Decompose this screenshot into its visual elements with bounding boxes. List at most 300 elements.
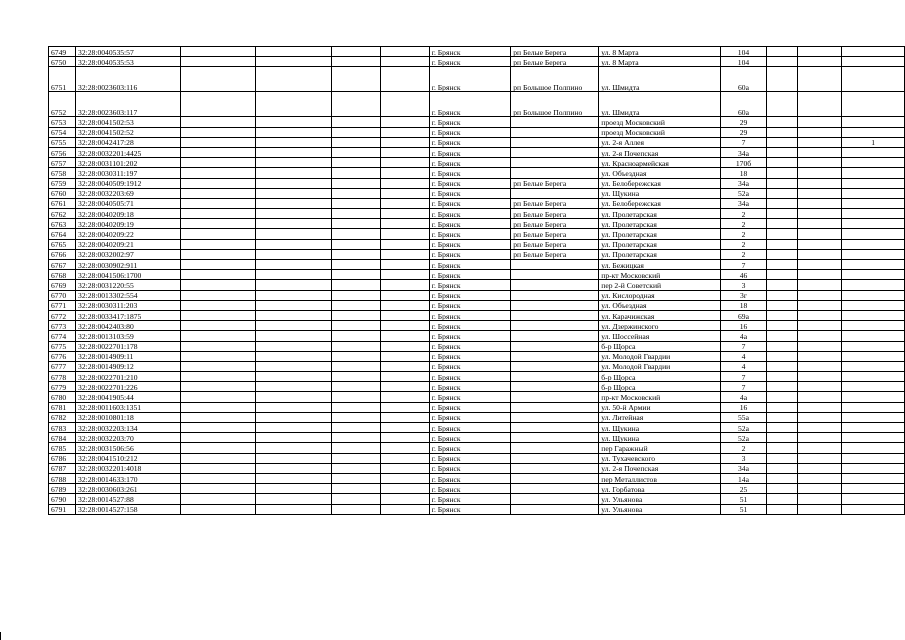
empty-cell bbox=[331, 341, 380, 351]
empty-cell bbox=[256, 147, 331, 157]
extra-value-cell bbox=[842, 168, 905, 178]
row-number-cell: 6780 bbox=[49, 392, 76, 402]
house-number-cell: 7 bbox=[720, 372, 766, 382]
street-cell: ул. 8 Марта bbox=[599, 47, 720, 57]
empty-cell bbox=[181, 382, 256, 392]
table-row bbox=[49, 382, 905, 392]
empty-cell bbox=[797, 351, 842, 361]
empty-cell bbox=[331, 209, 380, 219]
street-cell: пр-кт Московский bbox=[599, 270, 720, 280]
empty-cell bbox=[380, 47, 429, 57]
street-cell: ул. Литейная bbox=[599, 412, 720, 422]
house-number-cell: 69а bbox=[720, 310, 766, 320]
empty-cell bbox=[331, 402, 380, 412]
house-number-cell: 18 bbox=[720, 168, 766, 178]
cadastral-number-cell: 32:28:0040509:1912 bbox=[76, 178, 181, 188]
row-number-cell: 6754 bbox=[49, 127, 76, 137]
city-cell: г. Брянск bbox=[429, 280, 510, 290]
empty-cell bbox=[331, 260, 380, 270]
house-number-cell: 4а bbox=[720, 392, 766, 402]
row-number-cell: 6768 bbox=[49, 270, 76, 280]
empty-cell bbox=[767, 260, 798, 270]
city-cell: г. Брянск bbox=[429, 494, 510, 504]
empty-cell bbox=[331, 270, 380, 280]
empty-cell bbox=[181, 453, 256, 463]
house-number-cell: 4а bbox=[720, 331, 766, 341]
empty-cell bbox=[767, 92, 798, 117]
extra-value-cell bbox=[842, 504, 905, 514]
settlement-cell: рп Белые Берега bbox=[511, 239, 599, 249]
empty-cell bbox=[767, 484, 798, 494]
empty-cell bbox=[256, 117, 331, 127]
city-cell: г. Брянск bbox=[429, 127, 510, 137]
empty-cell bbox=[380, 504, 429, 514]
row-number-cell: 6786 bbox=[49, 453, 76, 463]
city-cell: г. Брянск bbox=[429, 92, 510, 117]
street-cell: б-р Щорса bbox=[599, 372, 720, 382]
city-cell: г. Брянск bbox=[429, 147, 510, 157]
street-cell: ул. Ульянова bbox=[599, 504, 720, 514]
cadastral-number-cell: 32:28:0042417:28 bbox=[76, 137, 181, 147]
street-cell: пр-кт Московский bbox=[599, 392, 720, 402]
cadastral-number-cell: 32:28:0041506:1700 bbox=[76, 270, 181, 280]
empty-cell bbox=[380, 433, 429, 443]
empty-cell bbox=[380, 198, 429, 208]
cadastral-number-cell: 32:28:0022701:210 bbox=[76, 372, 181, 382]
empty-cell bbox=[767, 433, 798, 443]
house-number-cell: 2 bbox=[720, 239, 766, 249]
empty-cell bbox=[331, 57, 380, 67]
row-number-cell: 6790 bbox=[49, 494, 76, 504]
empty-cell bbox=[181, 198, 256, 208]
extra-value-cell bbox=[842, 453, 905, 463]
settlement-cell bbox=[511, 351, 599, 361]
extra-value-cell bbox=[842, 300, 905, 310]
empty-cell bbox=[331, 494, 380, 504]
cadastral-number-cell: 32:28:0032203:69 bbox=[76, 188, 181, 198]
empty-cell bbox=[181, 280, 256, 290]
house-number-cell: 51 bbox=[720, 494, 766, 504]
extra-value-cell bbox=[842, 494, 905, 504]
scan-edge-mark bbox=[0, 632, 1, 640]
empty-cell bbox=[380, 463, 429, 473]
empty-cell bbox=[797, 188, 842, 198]
house-number-cell: 29 bbox=[720, 127, 766, 137]
empty-cell bbox=[181, 504, 256, 514]
empty-cell bbox=[256, 280, 331, 290]
table-row bbox=[49, 47, 905, 57]
empty-cell bbox=[797, 341, 842, 351]
extra-value-cell bbox=[842, 473, 905, 483]
house-number-cell: 52а bbox=[720, 423, 766, 433]
empty-cell bbox=[767, 402, 798, 412]
empty-cell bbox=[256, 473, 331, 483]
table-row bbox=[49, 127, 905, 137]
empty-cell bbox=[767, 198, 798, 208]
empty-cell bbox=[256, 484, 331, 494]
empty-cell bbox=[797, 372, 842, 382]
empty-cell bbox=[181, 92, 256, 117]
empty-cell bbox=[331, 310, 380, 320]
empty-cell bbox=[331, 158, 380, 168]
street-cell: ул. 2-я Почепская bbox=[599, 463, 720, 473]
empty-cell bbox=[767, 168, 798, 178]
empty-cell bbox=[380, 229, 429, 239]
empty-cell bbox=[767, 127, 798, 137]
empty-cell bbox=[767, 117, 798, 127]
table-row bbox=[49, 484, 905, 494]
empty-cell bbox=[797, 280, 842, 290]
empty-cell bbox=[181, 423, 256, 433]
table-row bbox=[49, 341, 905, 351]
street-cell: ул. 50-й Армии bbox=[599, 402, 720, 412]
empty-cell bbox=[331, 137, 380, 147]
empty-cell bbox=[767, 331, 798, 341]
row-number-cell: 6761 bbox=[49, 198, 76, 208]
empty-cell bbox=[797, 433, 842, 443]
empty-cell bbox=[767, 249, 798, 259]
empty-cell bbox=[797, 361, 842, 371]
extra-value-cell bbox=[842, 92, 905, 117]
city-cell: г. Брянск bbox=[429, 188, 510, 198]
settlement-cell bbox=[511, 290, 599, 300]
extra-value-cell bbox=[842, 310, 905, 320]
table-row bbox=[49, 260, 905, 270]
cadastral-number-cell: 32:28:0041510:212 bbox=[76, 453, 181, 463]
empty-cell bbox=[767, 423, 798, 433]
empty-cell bbox=[380, 168, 429, 178]
street-cell: ул. Белобережская bbox=[599, 198, 720, 208]
city-cell: г. Брянск bbox=[429, 484, 510, 494]
row-number-cell: 6772 bbox=[49, 310, 76, 320]
empty-cell bbox=[380, 270, 429, 280]
table-row bbox=[49, 310, 905, 320]
cadastral-number-cell: 32:28:0032203:70 bbox=[76, 433, 181, 443]
row-number-cell: 6771 bbox=[49, 300, 76, 310]
row-number-cell: 6757 bbox=[49, 158, 76, 168]
empty-cell bbox=[797, 178, 842, 188]
empty-cell bbox=[767, 310, 798, 320]
empty-cell bbox=[181, 412, 256, 422]
city-cell: г. Брянск bbox=[429, 117, 510, 127]
empty-cell bbox=[380, 158, 429, 168]
city-cell: г. Брянск bbox=[429, 351, 510, 361]
empty-cell bbox=[181, 484, 256, 494]
street-cell: ул. Красноармейская bbox=[599, 158, 720, 168]
city-cell: г. Брянск bbox=[429, 341, 510, 351]
cadastral-number-cell: 32:28:0030311:203 bbox=[76, 300, 181, 310]
table-row bbox=[49, 219, 905, 229]
empty-cell bbox=[380, 310, 429, 320]
settlement-cell bbox=[511, 443, 599, 453]
settlement-cell: рп Белые Берега bbox=[511, 209, 599, 219]
empty-cell bbox=[256, 443, 331, 453]
empty-cell bbox=[380, 209, 429, 219]
settlement-cell bbox=[511, 382, 599, 392]
city-cell: г. Брянск bbox=[429, 209, 510, 219]
extra-value-cell bbox=[842, 290, 905, 300]
settlement-cell: рп Белые Берега bbox=[511, 229, 599, 239]
cadastral-number-cell: 32:28:0023603:116 bbox=[76, 67, 181, 92]
street-cell: ул. Пролетарская bbox=[599, 219, 720, 229]
empty-cell bbox=[797, 67, 842, 92]
empty-cell bbox=[331, 219, 380, 229]
extra-value-cell bbox=[842, 341, 905, 351]
empty-cell bbox=[331, 188, 380, 198]
empty-cell bbox=[767, 392, 798, 402]
street-cell: ул. Горбатова bbox=[599, 484, 720, 494]
city-cell: г. Брянск bbox=[429, 198, 510, 208]
empty-cell bbox=[181, 473, 256, 483]
house-number-cell: 14а bbox=[720, 473, 766, 483]
empty-cell bbox=[181, 219, 256, 229]
empty-cell bbox=[181, 249, 256, 259]
table-row bbox=[49, 158, 905, 168]
settlement-cell bbox=[511, 463, 599, 473]
empty-cell bbox=[181, 270, 256, 280]
empty-cell bbox=[331, 463, 380, 473]
cadastral-number-cell: 32:28:0011603:1351 bbox=[76, 402, 181, 412]
row-number-cell: 6763 bbox=[49, 219, 76, 229]
empty-cell bbox=[767, 412, 798, 422]
city-cell: г. Брянск bbox=[429, 443, 510, 453]
settlement-cell bbox=[511, 453, 599, 463]
empty-cell bbox=[380, 290, 429, 300]
table-row bbox=[49, 494, 905, 504]
house-number-cell: 7 bbox=[720, 137, 766, 147]
empty-cell bbox=[797, 423, 842, 433]
empty-cell bbox=[331, 423, 380, 433]
empty-cell bbox=[797, 158, 842, 168]
street-cell: ул. Кислородная bbox=[599, 290, 720, 300]
empty-cell bbox=[380, 321, 429, 331]
empty-cell bbox=[256, 178, 331, 188]
empty-cell bbox=[181, 463, 256, 473]
extra-value-cell bbox=[842, 412, 905, 422]
settlement-cell bbox=[511, 361, 599, 371]
empty-cell bbox=[797, 47, 842, 57]
empty-cell bbox=[181, 402, 256, 412]
row-number-cell: 6770 bbox=[49, 290, 76, 300]
empty-cell bbox=[797, 300, 842, 310]
table-row bbox=[49, 137, 905, 147]
empty-cell bbox=[767, 239, 798, 249]
empty-cell bbox=[331, 198, 380, 208]
extra-value-cell bbox=[842, 47, 905, 57]
house-number-cell: 2 bbox=[720, 219, 766, 229]
row-number-cell: 6791 bbox=[49, 504, 76, 514]
empty-cell bbox=[380, 473, 429, 483]
empty-cell bbox=[331, 361, 380, 371]
table-row bbox=[49, 443, 905, 453]
cadastral-number-cell: 32:28:0030603:261 bbox=[76, 484, 181, 494]
empty-cell bbox=[181, 300, 256, 310]
table-row bbox=[49, 412, 905, 422]
settlement-cell bbox=[511, 260, 599, 270]
cadastral-number-cell: 32:28:0032201:4425 bbox=[76, 147, 181, 157]
street-cell: ул. Дзержинского bbox=[599, 321, 720, 331]
empty-cell bbox=[767, 443, 798, 453]
table-row bbox=[49, 168, 905, 178]
city-cell: г. Брянск bbox=[429, 504, 510, 514]
empty-cell bbox=[767, 473, 798, 483]
empty-cell bbox=[767, 361, 798, 371]
empty-cell bbox=[380, 219, 429, 229]
empty-cell bbox=[256, 290, 331, 300]
empty-cell bbox=[380, 57, 429, 67]
empty-cell bbox=[380, 494, 429, 504]
empty-cell bbox=[380, 127, 429, 137]
city-cell: г. Брянск bbox=[429, 361, 510, 371]
extra-value-cell bbox=[842, 351, 905, 361]
settlement-cell bbox=[511, 137, 599, 147]
settlement-cell bbox=[511, 331, 599, 341]
street-cell: ул. Ульянова bbox=[599, 494, 720, 504]
settlement-cell bbox=[511, 402, 599, 412]
settlement-cell bbox=[511, 412, 599, 422]
empty-cell bbox=[797, 321, 842, 331]
empty-cell bbox=[331, 117, 380, 127]
empty-cell bbox=[181, 372, 256, 382]
empty-cell bbox=[797, 494, 842, 504]
empty-cell bbox=[767, 300, 798, 310]
empty-cell bbox=[181, 47, 256, 57]
table-row bbox=[49, 453, 905, 463]
cadastral-number-cell: 32:28:0042403:80 bbox=[76, 321, 181, 331]
row-number-cell: 6789 bbox=[49, 484, 76, 494]
empty-cell bbox=[331, 178, 380, 188]
empty-cell bbox=[181, 178, 256, 188]
street-cell: ул. Белобережская bbox=[599, 178, 720, 188]
settlement-cell bbox=[511, 341, 599, 351]
row-number-cell: 6782 bbox=[49, 412, 76, 422]
cadastral-number-cell: 32:28:0040209:19 bbox=[76, 219, 181, 229]
empty-cell bbox=[797, 484, 842, 494]
house-number-cell: 16 bbox=[720, 402, 766, 412]
extra-value-cell bbox=[842, 239, 905, 249]
table-row bbox=[49, 209, 905, 219]
city-cell: г. Брянск bbox=[429, 67, 510, 92]
table-row bbox=[49, 392, 905, 402]
empty-cell bbox=[767, 453, 798, 463]
row-number-cell: 6762 bbox=[49, 209, 76, 219]
empty-cell bbox=[331, 290, 380, 300]
table-row bbox=[49, 280, 905, 290]
extra-value-cell bbox=[842, 219, 905, 229]
empty-cell bbox=[256, 494, 331, 504]
row-number-cell: 6758 bbox=[49, 168, 76, 178]
city-cell: г. Брянск bbox=[429, 57, 510, 67]
empty-cell bbox=[256, 57, 331, 67]
city-cell: г. Брянск bbox=[429, 260, 510, 270]
house-number-cell: 104 bbox=[720, 57, 766, 67]
empty-cell bbox=[767, 229, 798, 239]
empty-cell bbox=[331, 92, 380, 117]
empty-cell bbox=[331, 504, 380, 514]
empty-cell bbox=[767, 188, 798, 198]
empty-cell bbox=[181, 361, 256, 371]
street-cell: ул. Пролетарская bbox=[599, 209, 720, 219]
street-cell: ул. Молодой Гвардии bbox=[599, 361, 720, 371]
settlement-cell bbox=[511, 300, 599, 310]
table-row bbox=[49, 92, 905, 117]
empty-cell bbox=[797, 249, 842, 259]
empty-cell bbox=[181, 137, 256, 147]
city-cell: г. Брянск bbox=[429, 392, 510, 402]
empty-cell bbox=[256, 168, 331, 178]
row-number-cell: 6749 bbox=[49, 47, 76, 57]
empty-cell bbox=[797, 270, 842, 280]
empty-cell bbox=[797, 147, 842, 157]
house-number-cell: 3г bbox=[720, 290, 766, 300]
empty-cell bbox=[256, 47, 331, 57]
empty-cell bbox=[767, 219, 798, 229]
empty-cell bbox=[380, 382, 429, 392]
empty-cell bbox=[797, 219, 842, 229]
empty-cell bbox=[331, 433, 380, 443]
house-number-cell: 51 bbox=[720, 504, 766, 514]
empty-cell bbox=[256, 382, 331, 392]
cadastral-number-cell: 32:28:0032203:134 bbox=[76, 423, 181, 433]
empty-cell bbox=[256, 463, 331, 473]
settlement-cell bbox=[511, 392, 599, 402]
empty-cell bbox=[331, 47, 380, 57]
cadastral-number-cell: 32:28:0023603:117 bbox=[76, 92, 181, 117]
empty-cell bbox=[256, 392, 331, 402]
empty-cell bbox=[181, 147, 256, 157]
empty-cell bbox=[181, 321, 256, 331]
empty-cell bbox=[380, 147, 429, 157]
empty-cell bbox=[331, 147, 380, 157]
cadastral-number-cell: 32:28:0013302:554 bbox=[76, 290, 181, 300]
cadastral-number-cell: 32:28:0040209:21 bbox=[76, 239, 181, 249]
extra-value-cell bbox=[842, 331, 905, 341]
table-row bbox=[49, 423, 905, 433]
extra-value-cell: 1 bbox=[842, 137, 905, 147]
house-number-cell: 7 bbox=[720, 382, 766, 392]
city-cell: г. Брянск bbox=[429, 270, 510, 280]
street-cell: пер Гаражный bbox=[599, 443, 720, 453]
empty-cell bbox=[331, 280, 380, 290]
extra-value-cell bbox=[842, 372, 905, 382]
empty-cell bbox=[256, 158, 331, 168]
cadastral-number-cell: 32:28:0014527:158 bbox=[76, 504, 181, 514]
cadastral-number-cell: 32:28:0030902:911 bbox=[76, 260, 181, 270]
settlement-cell bbox=[511, 484, 599, 494]
table-row bbox=[49, 117, 905, 127]
table-row bbox=[49, 67, 905, 92]
row-number-cell: 6788 bbox=[49, 473, 76, 483]
empty-cell bbox=[767, 351, 798, 361]
extra-value-cell bbox=[842, 402, 905, 412]
cadastral-number-cell: 32:28:0040209:18 bbox=[76, 209, 181, 219]
settlement-cell bbox=[511, 168, 599, 178]
settlement-cell: рп Белые Берега bbox=[511, 249, 599, 259]
table-row bbox=[49, 178, 905, 188]
settlement-cell: рп Большое Полпино bbox=[511, 67, 599, 92]
empty-cell bbox=[767, 147, 798, 157]
empty-cell bbox=[256, 341, 331, 351]
street-cell: проезд Московский bbox=[599, 127, 720, 137]
empty-cell bbox=[767, 137, 798, 147]
row-number-cell: 6760 bbox=[49, 188, 76, 198]
street-cell: пер Металлистов bbox=[599, 473, 720, 483]
cadastral-number-cell: 32:28:0013103:59 bbox=[76, 331, 181, 341]
empty-cell bbox=[181, 188, 256, 198]
city-cell: г. Брянск bbox=[429, 412, 510, 422]
empty-cell bbox=[797, 310, 842, 320]
empty-cell bbox=[256, 260, 331, 270]
